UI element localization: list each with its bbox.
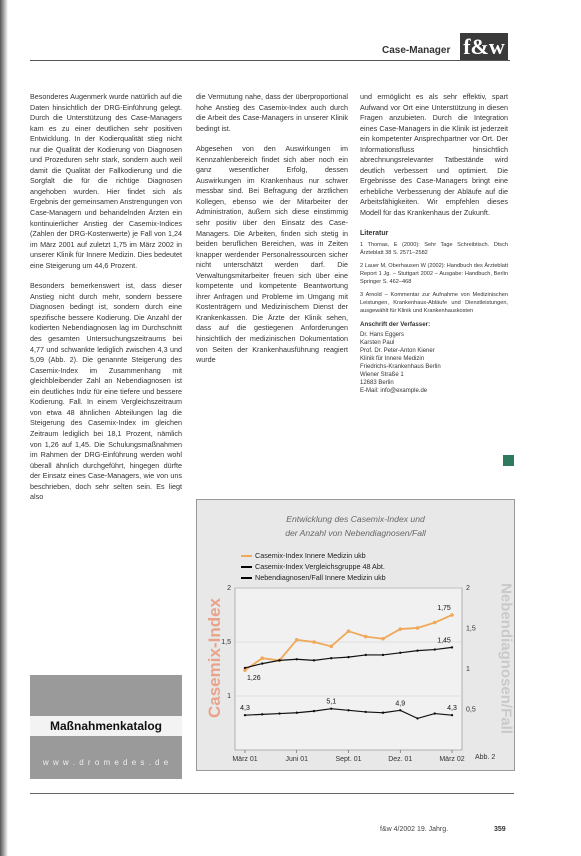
data-point bbox=[278, 712, 280, 714]
magazine-logo: f&w bbox=[460, 33, 508, 61]
legend-swatch bbox=[241, 555, 252, 557]
data-point bbox=[313, 710, 315, 712]
address-line: 12683 Berlin bbox=[360, 379, 394, 386]
paragraph: Besonders bemerkenswert ist, dass dieser Anstieg nicht durch mehr, sondern bessere Diagnosen bedingt ist, sondern durch eine spezifische bessere Kodierung. Die Anzahl der kodierten Nebendiagnosen lag im Durchschnitt des gesamten Untersuchungszeitraums bei 4,77 und schwankte lediglich zwischen 4,3 und 5,09 (Abb. 2). Die genannte Steigerung des Casemix-Index im Zusammenhang mit gleichbleibender Zahl an Nebendiagnosen ist ein deutliches Indiz für eine tiefere und bessere Kodierung. Fall. In einem Vergleichszeitraum von etwa 48 ähnlichen Abteilungen lag die Steigerung des Casemix-Index im gleichen Zeitraum lediglich bei 18,1 Prozent, nämlich von 1,26 auf 1,45. Die Schulungsmaßnahmen im Rahmen der DRG-Einführung werden wohl überall ähnlich durchgeführt, hingegen dürfte der Einsatz eines Case-Managers, wie von uns beschrieben, doch sehr selten sein. Es liegt also bbox=[30, 281, 182, 502]
address-line: Wiener Straße 1 bbox=[360, 371, 404, 378]
data-point bbox=[347, 656, 349, 658]
data-point bbox=[382, 654, 384, 656]
data-point bbox=[296, 712, 298, 714]
data-point bbox=[364, 635, 368, 639]
data-point bbox=[382, 712, 384, 714]
figure-label: Abb. 2 bbox=[475, 754, 496, 761]
right-axis-label: Nebendiagnosen/Fall bbox=[497, 583, 515, 734]
legend-label: Casemix-Index Innere Medizin ukb bbox=[255, 551, 366, 560]
literature-item: 1 Thomas, E (2000): Sehr Tage Schreibtisch. Dtsch Ärzteblatt 38 S. 2571–2582 bbox=[360, 242, 508, 257]
figure-chart bbox=[196, 499, 515, 771]
y-tick-label-right: 1 bbox=[466, 666, 470, 673]
literature-item: 2 Lauer M, Oberhausen W (2002): Handbuch des Ärzteblatt Report 1 Jg. – Stuttgart 2002 – Ausgabe: Handbuch, Berlin Springer S. 462–468 bbox=[360, 263, 509, 286]
data-point bbox=[416, 626, 420, 630]
data-point bbox=[347, 709, 349, 711]
data-point bbox=[434, 648, 436, 650]
literature-heading: Literatur bbox=[360, 229, 389, 237]
text-column-1 bbox=[30, 92, 182, 513]
y-tick-label-left: 1,5 bbox=[221, 639, 231, 646]
address-line: Dr. Hans Eggers bbox=[360, 331, 405, 338]
address-line: E-Mail: info@example.de bbox=[360, 387, 428, 394]
chart-plot bbox=[197, 500, 514, 770]
data-point bbox=[365, 711, 367, 713]
legend-swatch bbox=[241, 577, 252, 579]
address-line: Friedrichs-Krankenhaus Berlin bbox=[360, 363, 441, 370]
address-line: Klinik für Innere Medizin bbox=[360, 355, 425, 362]
advertisement-title: Maßnahmenkatalog bbox=[30, 716, 182, 736]
data-point bbox=[434, 712, 436, 714]
footer-issue: f&w 4/2002 19. Jahrg. bbox=[380, 826, 449, 833]
x-tick-label: Sept. 01 bbox=[335, 756, 362, 763]
data-label: 4,3 bbox=[240, 705, 250, 713]
x-tick-label: März 02 bbox=[439, 756, 465, 763]
data-point bbox=[295, 638, 299, 642]
data-point bbox=[433, 621, 437, 625]
legend-label: Nebendiagnosen/Fall Innere Medizin ukb bbox=[255, 573, 386, 582]
data-label: 1,45 bbox=[437, 637, 451, 645]
plot-area bbox=[235, 588, 462, 750]
address-heading: Anschrift der Verfasser: bbox=[360, 321, 431, 329]
data-point bbox=[347, 629, 351, 633]
data-point bbox=[381, 637, 385, 641]
advertisement-url[interactable]: w w w . d r o m e d e s . d e bbox=[42, 758, 170, 767]
chart-title-line-1: Entwicklung des Casemix-Index und bbox=[286, 514, 425, 524]
address-line: Karsten Paul bbox=[360, 339, 395, 346]
page-number: 359 bbox=[494, 826, 506, 833]
data-label: 4,9 bbox=[395, 700, 406, 708]
legend-swatch bbox=[241, 566, 252, 568]
x-tick-label: März 01 bbox=[232, 756, 258, 763]
data-point bbox=[330, 707, 332, 709]
legend-item-cmi-vergleich bbox=[241, 561, 386, 572]
data-point bbox=[330, 657, 332, 659]
data-point bbox=[399, 709, 401, 711]
page-edge bbox=[0, 0, 8, 856]
data-point bbox=[244, 667, 246, 669]
data-point bbox=[398, 627, 402, 631]
data-point bbox=[329, 645, 333, 649]
data-point bbox=[399, 652, 401, 654]
chart-title-line-2: der Anzahl von Nebendiagnosen/Fall bbox=[285, 528, 426, 538]
data-point bbox=[261, 662, 263, 664]
x-tick-label: Dez. 01 bbox=[388, 756, 413, 763]
y-tick-label-right: 0,5 bbox=[466, 706, 476, 714]
data-point bbox=[313, 659, 315, 661]
data-point bbox=[416, 649, 418, 651]
data-label: 1,26 bbox=[247, 674, 261, 682]
data-point bbox=[416, 717, 418, 719]
legend-label: Casemix-Index Vergleichsgruppe 48 Abt. bbox=[255, 562, 385, 571]
data-point bbox=[365, 654, 367, 656]
left-axis-label: Casemix-Index bbox=[205, 598, 224, 718]
paragraph: Besonderes Augenmerk wurde natürlich auf die Daten hinsichtlich der DRG-Einführung gelegt. Durch die Unterstützung des Case-Managers kam es zu einer deutlichen sehr positiven Entwicklung. In der Kodierqualität stieg nicht nur die Qualität der Kodierung von Diagnosen und Prozeduren sehr stark, sondern auch weil damit die Qualität der Fallkodierung und die Sorgfalt die für die richtige Diagnosen angehoben wurden. Hier findet sich als Ergebnis der gemeinsamen Anstrengungen von Case-Managern und behandelnden Ärzten ein kontinuierlicher Anstieg der Casemix-Indices (Zahlen der DRG-Kostenwerte) je Fall von 1,24 im März 2001 auf zuletzt 1,75 im März 2002 in unserer Klinik für Innere Medizin. Dies bedeutet eine Steigerung um 44,6 Prozent. bbox=[30, 92, 182, 270]
y-tick-label-right: 1,5 bbox=[466, 625, 476, 633]
y-tick-label-left: 1 bbox=[227, 693, 231, 700]
text-column-2 bbox=[196, 92, 348, 376]
data-point bbox=[260, 656, 264, 660]
paragraph: und ermöglicht es als sehr effektiv, spart Aufwand vor Ort eine Unterstützung in diesen Fragen anzubieten. Durch die Integration eines Case-Managers in die Klinik ist jederzeit ein kompetenter Ansprechpartner vor Ort. Der Informationsfluss hinsichtlich abrechnungsrelevanter Tatbestände wird deutlich verbessert und optimiert. Die Ergebnisse des Case-Managers bringt eine erhebliche Verbesserung der Abläufe auf die Arbeitsfähigkeiten. Wir empfehlen dieses Modell für das Krankenhaus der Zukunft. bbox=[360, 92, 508, 218]
literature-item: 3 Arnold – Kommentar zur Aufnahme von Medizinischen Leistungen, Krankenhaus-Abläufe und Dienstleistungen, ausgewählt für Klinik und Krankenhauskosten bbox=[360, 292, 508, 315]
footer-rule bbox=[30, 793, 514, 794]
text-column-3 bbox=[360, 92, 508, 395]
data-label: 5,1 bbox=[326, 698, 337, 706]
data-point bbox=[244, 714, 246, 716]
paragraph: die Vermutung nahe, dass der überproportional hohe Anstieg des Casemix-Index auch durch die Arbeit des Case-Managers in unserer Klinik bedingt ist. bbox=[196, 92, 348, 133]
legend-item-nebendiagnosen bbox=[241, 572, 386, 583]
legend-item-cmi-innere bbox=[241, 550, 386, 561]
data-point bbox=[451, 714, 453, 716]
data-label: 1,75 bbox=[437, 605, 451, 612]
section-title: Case-Manager bbox=[382, 45, 451, 56]
data-point bbox=[278, 659, 280, 661]
data-point bbox=[450, 613, 454, 617]
header-rule bbox=[30, 60, 510, 61]
data-point bbox=[261, 713, 263, 715]
address-line: Prof. Dr. Peter-Anton Kiener bbox=[360, 347, 435, 354]
data-point bbox=[451, 646, 453, 648]
data-point bbox=[296, 658, 298, 660]
end-of-article-mark bbox=[503, 455, 514, 466]
data-label: 4,3 bbox=[447, 705, 457, 713]
y-tick-label-right: 2 bbox=[466, 585, 470, 592]
y-tick-label-left: 2 bbox=[227, 585, 231, 592]
paragraph: Abgesehen von den Auswirkungen im Kennzahlenbereich findet sich aber noch ein ganz wesentlicher Erfolg, dessen Auswirkungen im Krankenhaus nur schwer messbar sind. Bei Befragung der ärztlichen Kollegen, ebenso wie der Mitarbeiter der Administration, äußern sich diese einstimmig sehr positiv über den Einsatz des Case-Managers. Die Arbeiten, finden sich stetig in beiden beruflichen Bereichen, was in Zeiten knapper werdender Personalressourcen sicher nicht unterschätzt werden darf. Die Verwaltungsmitarbeiter freuen sich über eine kompetente und kompetente Beantwortung ihrer Anfragen und Probleme im Umgang mit Kostenträgern und Medizinischem Dienst der Krankenkassen. Die Ärzte der Klinik sehen, dass auf die gestiegenen Anforderungen hinsichtlich der medizinischen Dokumentation von Seiten der Krankenhausführung reagiert wurde bbox=[196, 144, 348, 365]
x-tick-label: Juni 01 bbox=[285, 756, 309, 763]
chart-legend bbox=[241, 550, 386, 583]
data-point bbox=[312, 640, 316, 644]
